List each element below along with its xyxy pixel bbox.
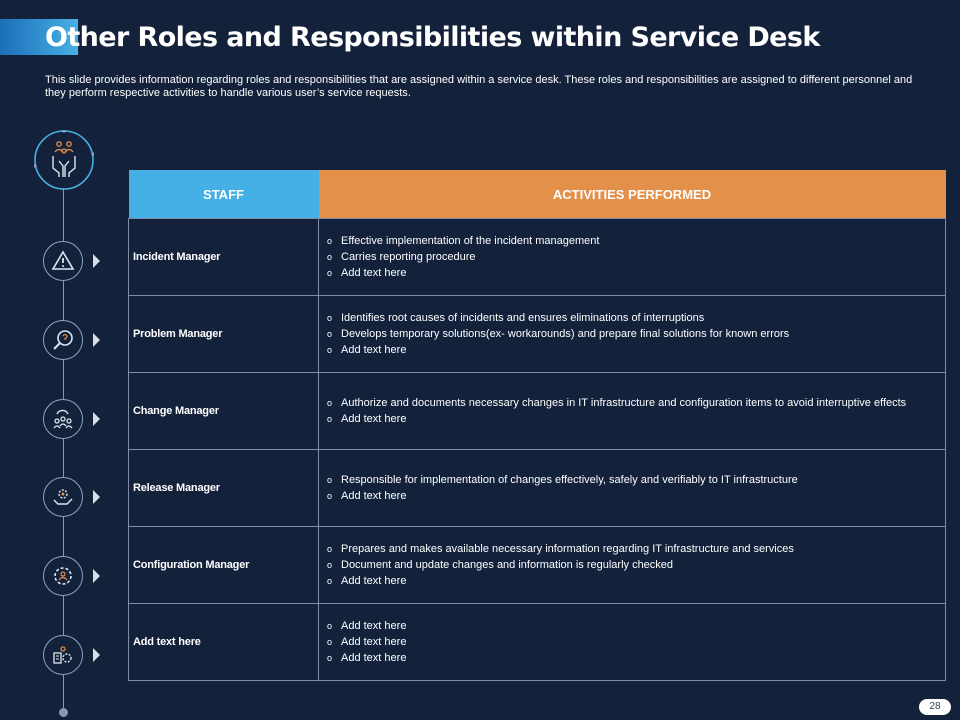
bullet-marker: o [327,414,333,424]
activity-item [327,342,937,358]
activity-text: Add text here [341,620,407,632]
table-row [129,604,946,681]
warning-triangle-icon [43,241,83,281]
activity-text: Effective implementation of the incident management [341,235,600,247]
checklist-gear-icon [43,635,83,675]
chevron-right-icon [93,490,100,504]
activities-cell [319,219,946,296]
timeline-step-other [43,635,103,675]
slide-title: Other Roles and Responsibilities within Service Desk [45,22,820,53]
activities-column-header: ACTIVITIES PERFORMED [319,170,946,219]
activity-text: Responsible for implementation of changes effectively, safely and verifiably to IT infrastructure [341,474,798,486]
activity-item [327,411,937,427]
table-row [129,219,946,296]
activity-item [327,488,937,504]
bullet-marker: o [327,398,333,408]
activity-item [327,618,937,634]
activities-list [327,395,937,427]
bullet-marker: o [327,268,333,278]
table-header-row [129,170,946,219]
bullet-marker: o [327,313,333,323]
bullet-marker: o [327,345,333,355]
roles-hands-icon [34,130,94,190]
activity-text: Document and update changes and information is regularly checked [341,559,674,571]
team-refresh-icon [43,399,83,439]
activity-item [327,650,937,666]
activity-item [327,265,937,281]
chevron-right-icon [93,412,100,426]
timeline-step-change [43,399,103,439]
staff-cell: Problem Manager [129,296,319,373]
activity-text: Prepares and makes available necessary information regarding IT infrastructure and services [341,543,794,555]
activity-item [327,557,937,573]
bullet-marker: o [327,252,333,262]
staff-cell: Release Manager [129,450,319,527]
activities-list [327,233,937,281]
bullet-marker: o [327,329,333,339]
staff-cell: Add text here [129,604,319,681]
activities-cell [319,373,946,450]
activity-item [327,326,937,342]
activity-text: Authorize and documents necessary changes in IT infrastructure and configuration items to avoid interruptive effects [341,397,907,409]
activities-list [327,541,937,589]
page-number: 28 [919,699,951,715]
activities-list [327,618,937,666]
bullet-marker: o [327,491,333,501]
activities-cell [319,296,946,373]
bullet-marker: o [327,544,333,554]
activities-list [327,310,937,358]
roles-table-body [129,219,946,681]
chevron-right-icon [93,333,100,347]
bullet-marker: o [327,236,333,246]
activity-text: Add text here [341,652,407,664]
table-row [129,450,946,527]
activity-item [327,573,937,589]
bullet-marker: o [327,576,333,586]
magnifier-question-icon [43,320,83,360]
activity-item [327,634,937,650]
bullet-marker: o [327,637,333,647]
chevron-right-icon [93,254,100,268]
timeline-step-incident [43,241,103,281]
hand-gear-icon [43,477,83,517]
chevron-right-icon [93,648,100,662]
activity-text: Add text here [341,636,407,648]
table-row [129,373,946,450]
activity-item [327,310,937,326]
activities-cell [319,604,946,681]
activity-text: Add text here [341,413,407,425]
activity-text: Add text here [341,490,407,502]
activity-text: Identifies root causes of incidents and ensures eliminations of interruptions [341,312,705,324]
bullet-marker: o [327,621,333,631]
staff-column-header: STAFF [129,170,319,219]
timeline-step-problem [43,320,103,360]
staff-cell: Configuration Manager [129,527,319,604]
activities-list [327,472,937,504]
table-row [129,527,946,604]
activity-text: Add text here [341,267,407,279]
timeline-step-configuration [43,556,103,596]
slide-subtitle: This slide provides information regarding roles and responsibilities that are assigned within a service desk. These roles and responsibilities are assigned to different personnel and they perform respective activities to handle various user’s service requests. [45,74,913,99]
activity-item [327,249,937,265]
activity-item [327,541,937,557]
roles-table [128,170,946,681]
table-row [129,296,946,373]
activity-item [327,395,937,411]
bullet-marker: o [327,653,333,663]
activities-cell [319,527,946,604]
staff-cell: Incident Manager [129,219,319,296]
activity-text: Add text here [341,344,407,356]
activity-text: Carries reporting procedure [341,251,476,263]
bullet-marker: o [327,475,333,485]
activity-item [327,233,937,249]
chevron-right-icon [93,569,100,583]
timeline-end-dot [59,708,68,717]
activities-cell [319,450,946,527]
gear-person-icon [43,556,83,596]
bullet-marker: o [327,560,333,570]
staff-cell: Change Manager [129,373,319,450]
activity-text: Add text here [341,575,407,587]
activity-text: Develops temporary solutions(ex- workarounds) and prepare final solutions for known errors [341,328,790,340]
timeline-step-release [43,477,103,517]
activity-item [327,472,937,488]
